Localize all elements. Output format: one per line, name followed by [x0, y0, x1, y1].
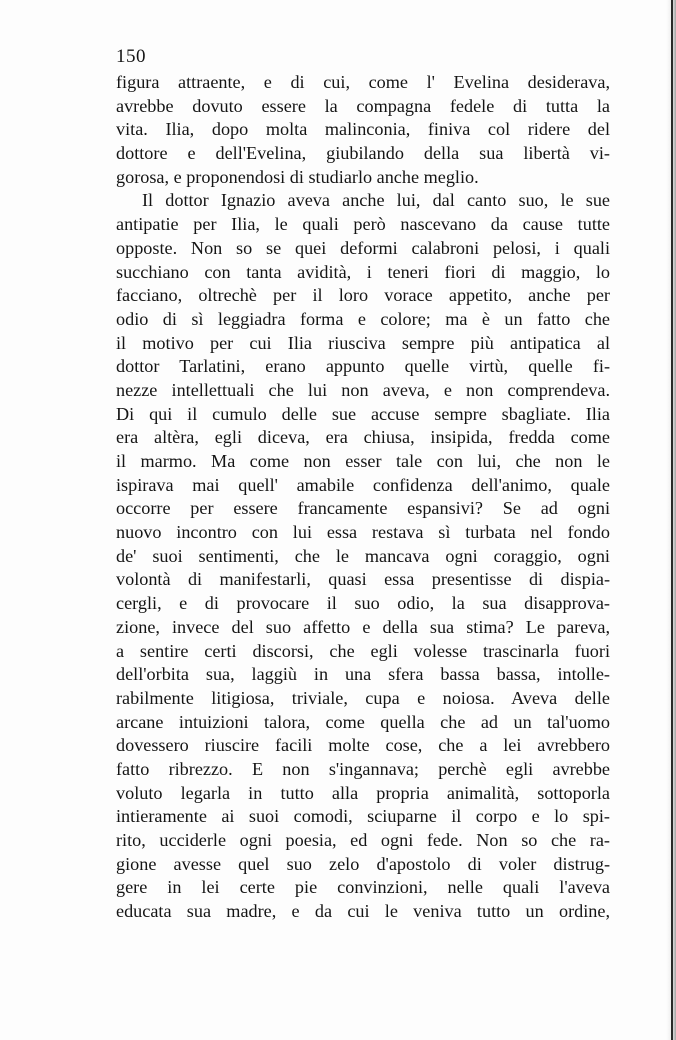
text-line: educata sua madre, e da cui le veniva tutto un ordine,: [116, 901, 610, 922]
text-line: cergli, e di provocare il suo odio, la sua disapprova-: [116, 593, 610, 614]
text-line: dell'orbita sua, laggiù in una sfera bassa bassa, intolle-: [116, 664, 610, 685]
text-line: antipatie per Ilia, le quali però nascevano da cause tutte: [116, 214, 610, 235]
text-line: nezze intellettuali che lui non aveva, e non comprendeva.: [116, 379, 610, 400]
text-line: gione avesse quel suo zelo d'apostolo di voler distrug-: [116, 853, 610, 874]
text-line: dovessero riuscire facili molte cose, che a lei avrebbero: [116, 735, 610, 756]
text-line: ispirava mai quell' amabile confidenza dell'animo, quale: [116, 474, 610, 495]
text-line: rabilmente litigiosa, triviale, cupa e noiosa. Aveva delle: [116, 687, 610, 708]
text-line: voluto legarla in tutto alla propria animalità, sottoporla: [116, 782, 610, 803]
text-line: rito, ucciderle ogni poesia, ed ogni fede. Non so che ra-: [116, 830, 610, 850]
text-line: figura attraente, e di cui, come l' Evelina desiderava,: [116, 72, 610, 92]
text-line: nuovo incontro con lui essa restava sì turbata nel fondo: [116, 522, 610, 543]
text-line: zione, invece del suo affetto e della sua stima? Le pareva,: [116, 616, 610, 637]
text-line: era altèra, egli diceva, era chiusa, insipida, fredda come: [116, 427, 610, 448]
text-line: avrebbe dovuto essere la compagna fedele di tutta la: [116, 95, 610, 116]
text-line: gere in lei certe pie convinzioni, nelle quali l'aveva: [116, 877, 610, 898]
text-line: arcane intuizioni talora, come quella che ad un tal'uomo: [116, 711, 610, 732]
text-line: vita. Ilia, dopo molta malinconia, finiva col ridere del: [116, 119, 610, 140]
text-line: facciano, oltrechè per il loro vorace appetito, anche per: [116, 285, 610, 306]
text-line: il motivo per cui Ilia riusciva sempre più antipatica al: [116, 332, 610, 353]
text-line: Di qui il cumulo delle sue accuse sempre sbagliate. Ilia: [116, 403, 610, 424]
text-line: volontà di manifestarli, quasi essa presentisse di dispia-: [116, 569, 610, 590]
page-number: 150: [116, 46, 146, 67]
text-line: gorosa, e proponendosi di studiarlo anche meglio.: [116, 166, 479, 187]
body-text: [116, 71, 610, 924]
text-line: il marmo. Ma come non esser tale con lui, che non le: [116, 451, 610, 471]
text-line: succhiano con tanta avidità, i teneri fiori di maggio, lo: [116, 261, 610, 282]
text-line: a sentire certi discorsi, che egli volesse trascinarla fuori: [116, 640, 610, 661]
page-edge-line: [671, 0, 673, 1040]
text-line: odio di sì leggiadra forma e colore; ma è un fatto che: [116, 308, 610, 329]
text-line: Il dottor Ignazio aveva anche lui, dal canto suo, le sue: [142, 190, 610, 211]
text-line: de' suoi sentimenti, che le mancava ogni coraggio, ogni: [116, 545, 610, 566]
text-line: dottore e dell'Evelina, giubilando della sua libertà vi-: [116, 143, 610, 164]
text-line: intieramente ai suoi comodi, sciuparne il corpo e lo spi-: [116, 806, 610, 827]
text-line: fatto ribrezzo. E non s'ingannava; perchè egli avrebbe: [116, 758, 610, 779]
text-line: dottor Tarlatini, erano appunto quelle virtù, quelle fi-: [116, 356, 610, 377]
text-line: opposte. Non so se quei deformi calabroni pelosi, i quali: [116, 237, 610, 258]
text-line: occorre per essere francamente espansivi? Se ad ogni: [116, 498, 610, 519]
